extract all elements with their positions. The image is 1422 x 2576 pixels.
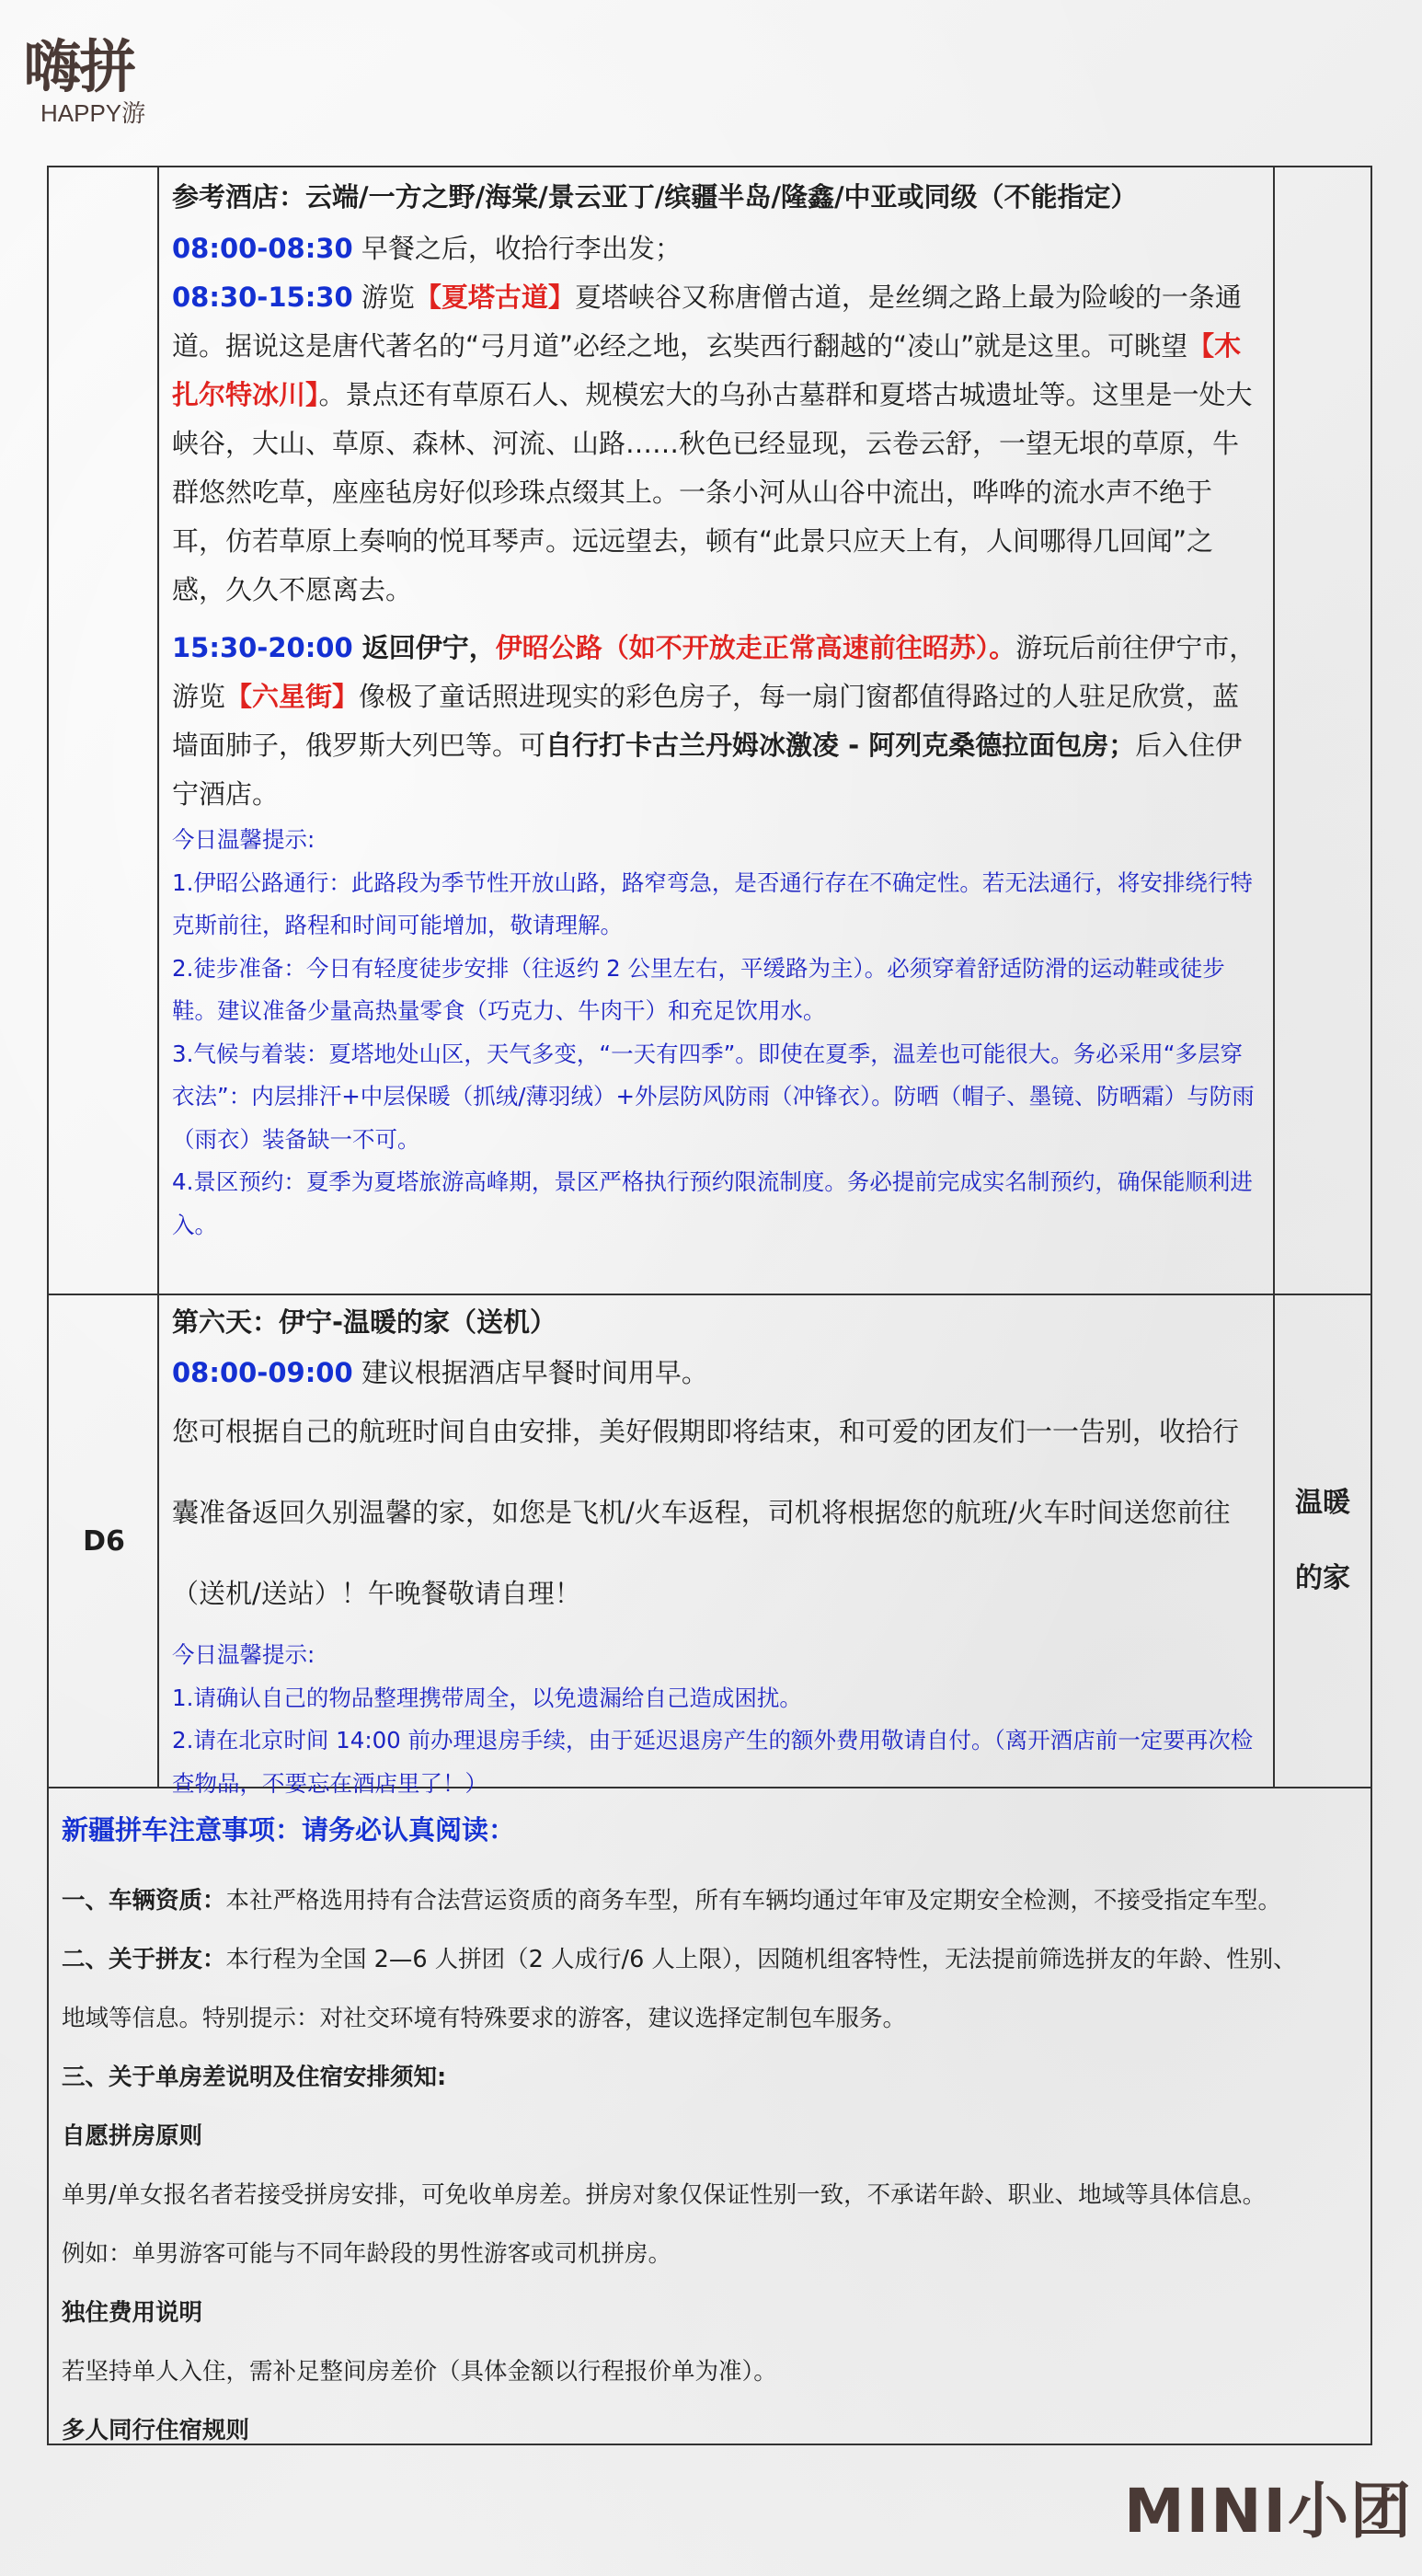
notes-sub2-p1: 若坚持单人入住，需补足整间房差价（具体金额以行程报价单为准）。: [62, 2358, 777, 2386]
day6-title: 第六天：伊宁-温暖的家（送机）: [172, 1306, 557, 1338]
day5-tips-title: 今日温馨提示:: [172, 826, 315, 853]
highlight-xiata: 【夏塔古道】: [414, 282, 575, 313]
day5-tip-3: 3.气候与着装：夏塔地处山区，天气多变，“一天有四季”。即使在夏季，温差也可能很大。务必采用“多层穿衣法”：内层排汗+中层保暖（抓绒/薄羽绒）+外层防风防雨（冲锋衣）。防晒（帽子、墨镜、防晒霜）与防雨（雨衣）装备缺一不可。: [172, 1040, 1255, 1153]
day6-place-text: 温暖的家: [1295, 1487, 1350, 1594]
notes-section: [49, 1788, 1370, 2444]
notes-sub1-p2: 例如：单男游客可能与不同年龄段的男性游客或司机拼房。: [62, 2240, 672, 2268]
day5-line-2: [172, 273, 1262, 615]
day6-line-1: [172, 1349, 1262, 1397]
day6-tips-title: 今日温馨提示:: [172, 1641, 315, 1668]
highlight-glacier: 【木扎尔特冰川】: [172, 330, 1242, 410]
bold-checkin: 自行打卡古兰丹姆冰激凌 - 阿列克桑德拉面包房；: [545, 730, 1136, 761]
text: 夏塔峡谷又称唐僧古道，是丝绸之路上最为险峻的一条通道。据说这是唐代著名的“弓月道”必经之地，玄奘西行翻越的“凌山”就是这里。可眺望: [172, 282, 1242, 362]
day6-label: D6: [83, 1524, 125, 1558]
time: 08:00-08:30: [172, 233, 353, 264]
brand-logo: MINI小团: [1124, 2476, 1414, 2547]
day6-tip-1: 1.请确认自己的物品整理携带周全，以免遗漏给自己造成困扰。: [172, 1684, 802, 1711]
logo-mark: 嗨拼: [24, 33, 135, 100]
text: 。景点还有草原石人、规模宏大的乌孙古墓群和夏塔古城遗址等。这里是一处大峡谷，大山、草原、森林、河流、山路……秋色已经显现，云卷云舒，一望无垠的草原，牛群悠然吃草，座座毡房好似珍珠点缀其上。一条小河从山谷中流出，哗哗的流水声不绝于耳，仿若草原上奏响的悦耳琴声。远远望去，顿有“此景只应天上有，人间哪得几回闻”之感，久久不愿离去。: [172, 379, 1253, 605]
notes-carpool-cont: 地域等信息。特别提示：对社交环境有特殊要求的游客，建议选择定制包车服务。: [62, 2005, 907, 2032]
notes-room-heading: 三、关于单房差说明及住宿安排须知:: [62, 2064, 447, 2091]
highlight-yizhao-road: 伊昭公路（如不开放走正常高速前往昭苏）。: [495, 632, 1016, 663]
day6-place: [1275, 1295, 1370, 1787]
day6-tip-2: 2.请在北京时间 14:00 前办理退房手续，由于延迟退房产生的额外费用敬请自付。（离开酒店前一定要再次检查物品，不要忘在酒店里了！）: [172, 1727, 1254, 1797]
notes-carpool: [62, 1930, 1358, 1989]
day6-body: 您可根据自己的航班时间自由安排，美好假期即将结束，和可爱的团友们一一告别，收拾行囊准备返回久别温馨的家，如您是飞机/火车返程，司机将根据您的航班/火车时间送您前往（送机/送站）！午晚餐敬请自理！: [172, 1416, 1240, 1609]
itinerary-table: [47, 166, 1372, 2445]
day5-hotel: 参考酒店：云端/一方之野/海棠/景云亚丁/缤疆半岛/隆鑫/中亚或同级（不能指定）: [172, 181, 1138, 213]
text: 后入住伊宁酒店。: [172, 730, 1243, 810]
day5-content: [159, 167, 1275, 1294]
notes-sub1: 自愿拼房原则: [62, 2122, 203, 2150]
text: 游玩后前往伊宁市，游览: [172, 632, 1256, 712]
day5-tip-2: 2.徒步准备：今日有轻度徒步安排（往返约 2 公里左右，平缓路为主）。必须穿着舒适防滑的运动鞋或徒步鞋。建议准备少量高热量零食（巧克力、牛肉干）和充足饮用水。: [172, 954, 1225, 1024]
text: 早餐之后，收拾行李出发；: [352, 233, 682, 264]
notes-sub1-p1: 单男/单女报名者若接受拼房安排，可免收单房差。拼房对象仅保证性别一致，不承诺年龄、职业、地域等具体信息。: [62, 2181, 1267, 2209]
highlight-liuxing-street: 【六星街】: [225, 681, 360, 712]
text: 像极了童话照进现实的彩色房子，每一扇门窗都值得路过的人驻足欣赏，蓝墙面肺子，俄罗斯大列巴等。可: [172, 681, 1240, 761]
day5-line-1: [172, 224, 1262, 273]
text: 本社严格选用持有合法营运资质的商务车型，所有车辆均通过年审及定期安全检测，不接受指定车型。: [225, 1887, 1282, 1915]
day5-tip-1: 1.伊昭公路通行：此路段为季节性开放山路，路窄弯急，是否通行存在不确定性。若无法通行，将安排绕行特克斯前往，路程和时间可能增加，敬请理解。: [172, 868, 1253, 938]
time: 15:30-20:00: [172, 632, 353, 663]
label: 一、车辆资质：: [62, 1887, 226, 1915]
time: 08:30-15:30: [172, 282, 353, 313]
text: 本行程为全国 2—6 人拼团（2 人成行/6 人上限），因随机组客特性，无法提前筛选拼友的年龄、性别、: [225, 1946, 1297, 1973]
text: 返回伊宁，: [352, 632, 496, 663]
day6-content: [159, 1295, 1275, 1797]
text: 游览: [352, 282, 415, 313]
day5-tip-4: 4.景区预约：夏季为夏塔旅游高峰期，景区严格执行预约限流制度。务必提前完成实名制预约，确保能顺利进入。: [172, 1168, 1253, 1238]
logo: [24, 35, 208, 136]
notes-sub3: 多人同行住宿规则: [62, 2417, 250, 2444]
notes-sub2: 独住费用说明: [62, 2299, 203, 2327]
day5-line-3: [172, 624, 1262, 819]
text: 建议根据酒店早餐时间用早。: [352, 1357, 708, 1388]
label: 二、关于拼友：: [62, 1946, 226, 1973]
logo-sub: HAPPY游: [40, 99, 146, 127]
notes-title: 新疆拼车注意事项：请务必认真阅读：: [62, 1814, 516, 1846]
time: 08:00-09:00: [172, 1357, 353, 1388]
notes-vehicle: [62, 1871, 1358, 1930]
